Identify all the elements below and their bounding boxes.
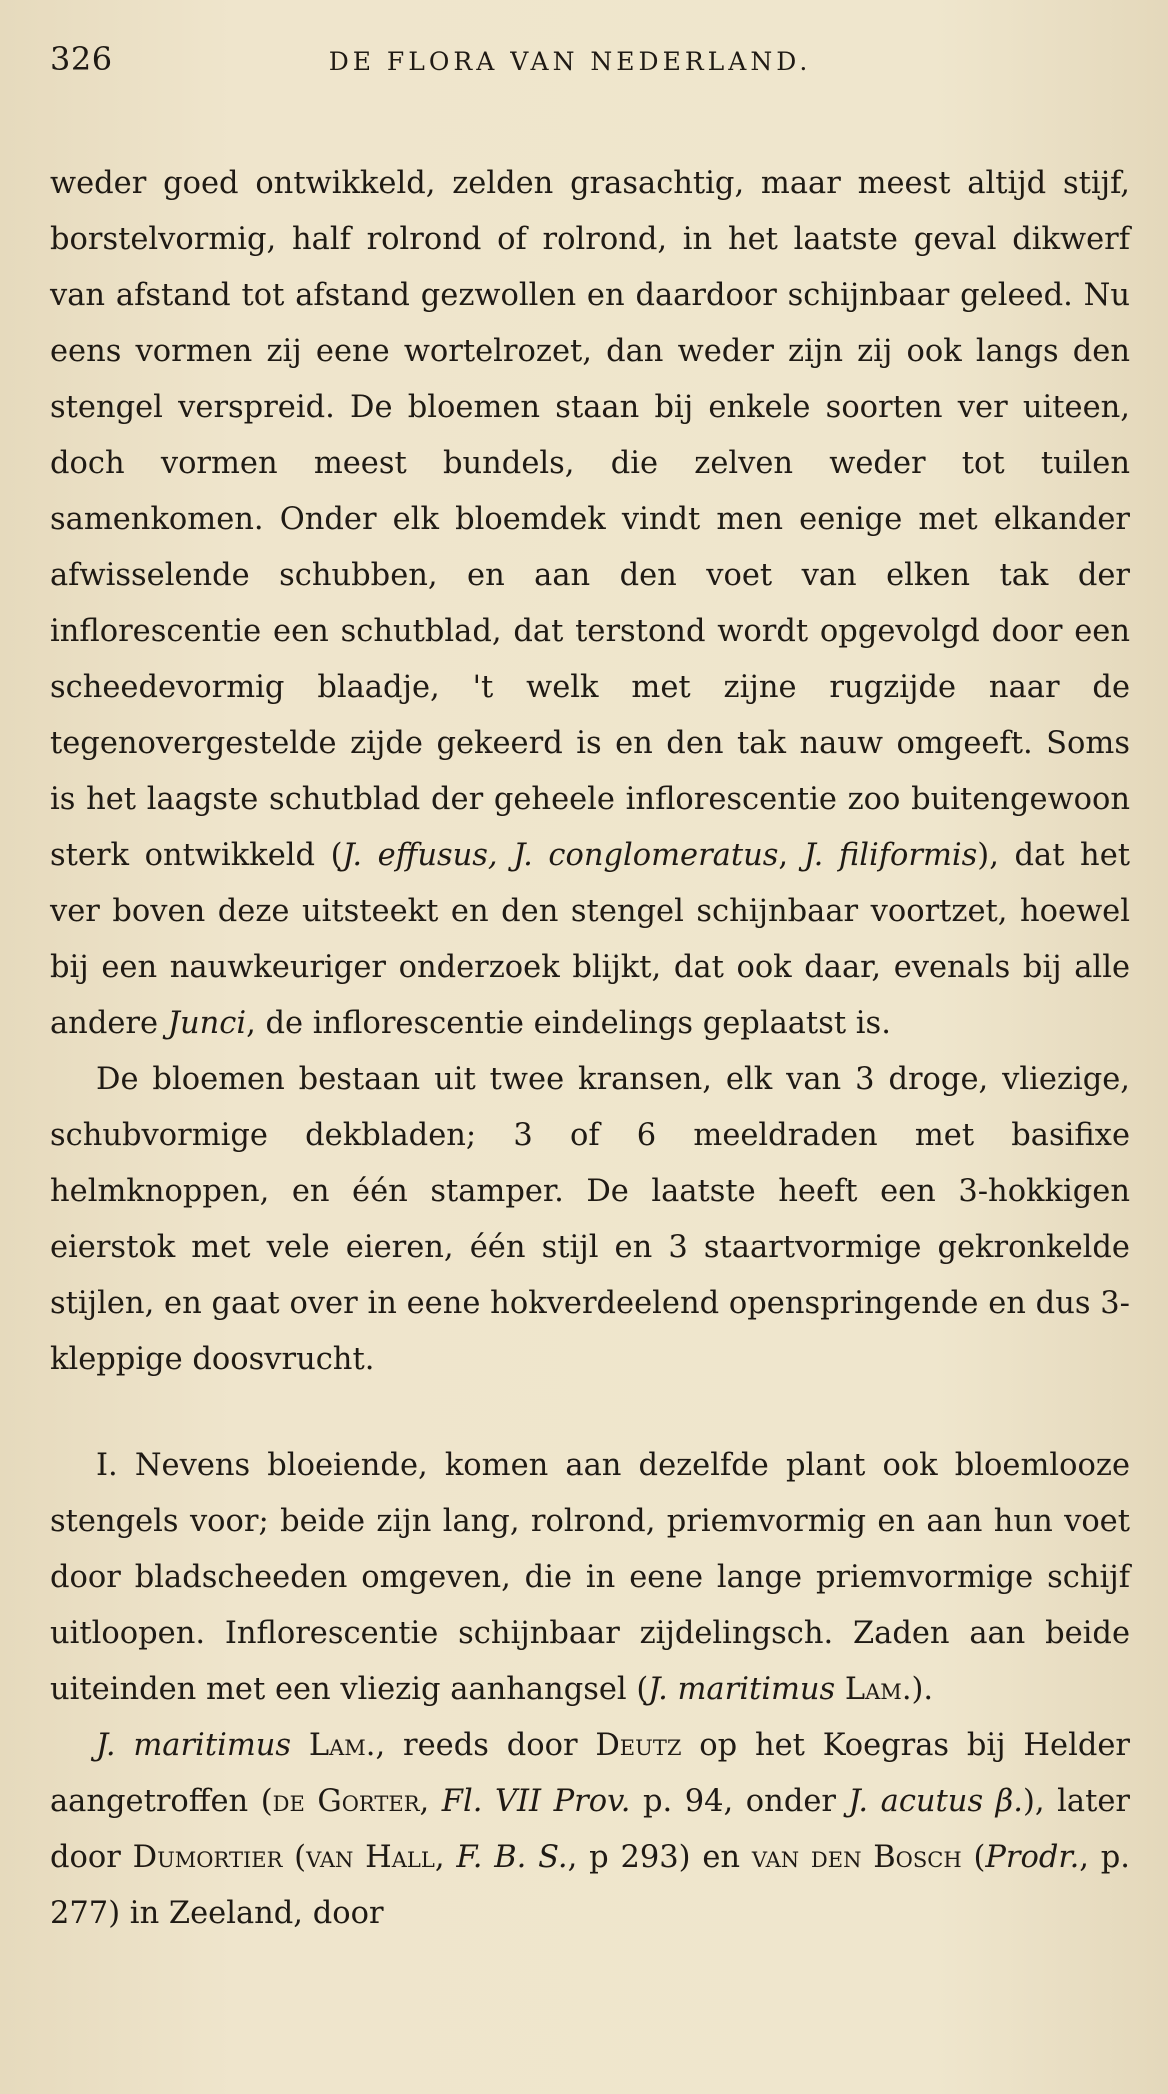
text-run [498,838,514,873]
text-run: weder goed ontwikkeld, zelden grasachtig, maar meest altijd stijf, borstelvormig, half rolrond of rolrond, in het laatste geval dikwerf van afstand tot afstand gezwollen en daardoor schijnbaar geleed. Nu eens vormen zij eene wortelrozet, dan weder zijn zij ook langs den stengel verspreid. De bloemen staan bij enkele soorten ver uiteen, doch vormen meest bundels, die zelven weder tot tuilen samenkomen. Onder elk bloemdek vindt men eenige met elkander afwisselende schubben, en aan den voet van elken tak der inflorescentie een schutblad, dat terstond wordt opgevolgd door een scheedevormig blaadje, 't welk met zijne rugzijde naar de tegenovergestelde zijde gekeerd is en den tak nauw omgeeft. Soms is het laagste schutblad der geheele inflorescentie zoo buitengewoon sterk ontwikkeld ( [50,166,1130,873]
text-run [835,1672,845,1707]
text-run: , [778,838,804,873]
body-text [50,156,1130,1942]
genus-name: Junci [167,1006,247,1041]
species-name: J. maritimus [96,1728,292,1763]
page-header [50,40,1130,96]
author-name: Lam. [844,1672,912,1707]
paragraph-section-one [50,1438,1130,1718]
text-run: I. Nevens bloeiende, komen aan dezelfde plant ook bloemlooze stengels voor; beide zijn lang, rolrond, priemvormig en aan hun voet door bladscheeden omgeven, die in eene lange priemvormige schijf uitloopen. Inflorescentie schijnbaar zijdelingsch. Zaden aan beide uiteinden met een vliezig aanhangsel ( [50,1448,1130,1707]
citation-title: Fl. VII Prov. [441,1784,631,1819]
text-run: , p 293) en [567,1840,752,1875]
citation-title: F. B. S. [456,1840,568,1875]
text-run: ( [282,1840,307,1875]
author-name: Deutz [595,1728,682,1763]
page-number: 326 [50,40,113,78]
text-run: op het Koegras bij Helder aangetroffen ( [50,1728,1130,1819]
author-name: van den Bosch [751,1840,962,1875]
author-name: de Gorter [272,1784,420,1819]
species-name: J. maritimus [648,1672,836,1707]
text-run: , reeds door [375,1728,596,1763]
species-name: J. acutus β. [848,1784,1023,1819]
species-name: J. conglomeratus [513,838,779,873]
text-run [291,1728,309,1763]
author-name: Lam. [308,1728,376,1763]
text-run: , [434,1840,457,1875]
species-name: J. effusus, [342,838,498,873]
text-run: ), later door [50,1784,1130,1875]
text-run: ( [961,1840,986,1875]
text-run: ). [911,1672,934,1707]
paragraph-juncus-maritimus [50,1718,1130,1942]
citation-title: Prodr. [985,1840,1080,1875]
text-run: , [419,1784,442,1819]
running-title: DE FLORA VAN NEDERLAND. [328,47,812,76]
paragraph-junci-leaves [50,156,1130,1052]
author-name: van Hall [306,1840,435,1875]
species-name: J. filiformis [803,838,978,873]
section-gap [50,1388,1130,1438]
text-run: , de inflorescentie eindelings geplaatst is. [246,1006,891,1041]
text-run: ), dat het ver boven deze uitsteekt en den stengel schijnbaar voortzet, hoewel bij een nauwkeuriger onderzoek blijkt, dat ook daar, evenals bij alle andere [50,838,1131,1041]
paragraph-flowers: De bloemen bestaan uit twee kransen, elk van 3 droge, vliezige, schubvormige dekbladen; 3 of 6 meeldraden met basifixe helmknoppen, en één stamper. De laatste heeft een 3-hokkigen eierstok met vele eieren, één stijl en 3 staartvormige gekronkelde stijlen, en gaat over in eene hokverdeelend openspringende en dus 3-kleppige doosvrucht. [50,1062,1130,1377]
author-name: Dumortier [132,1840,283,1875]
text-run: p. 94, onder [630,1784,849,1819]
text-run: , p. 277) in Zeeland, door [50,1840,1130,1931]
